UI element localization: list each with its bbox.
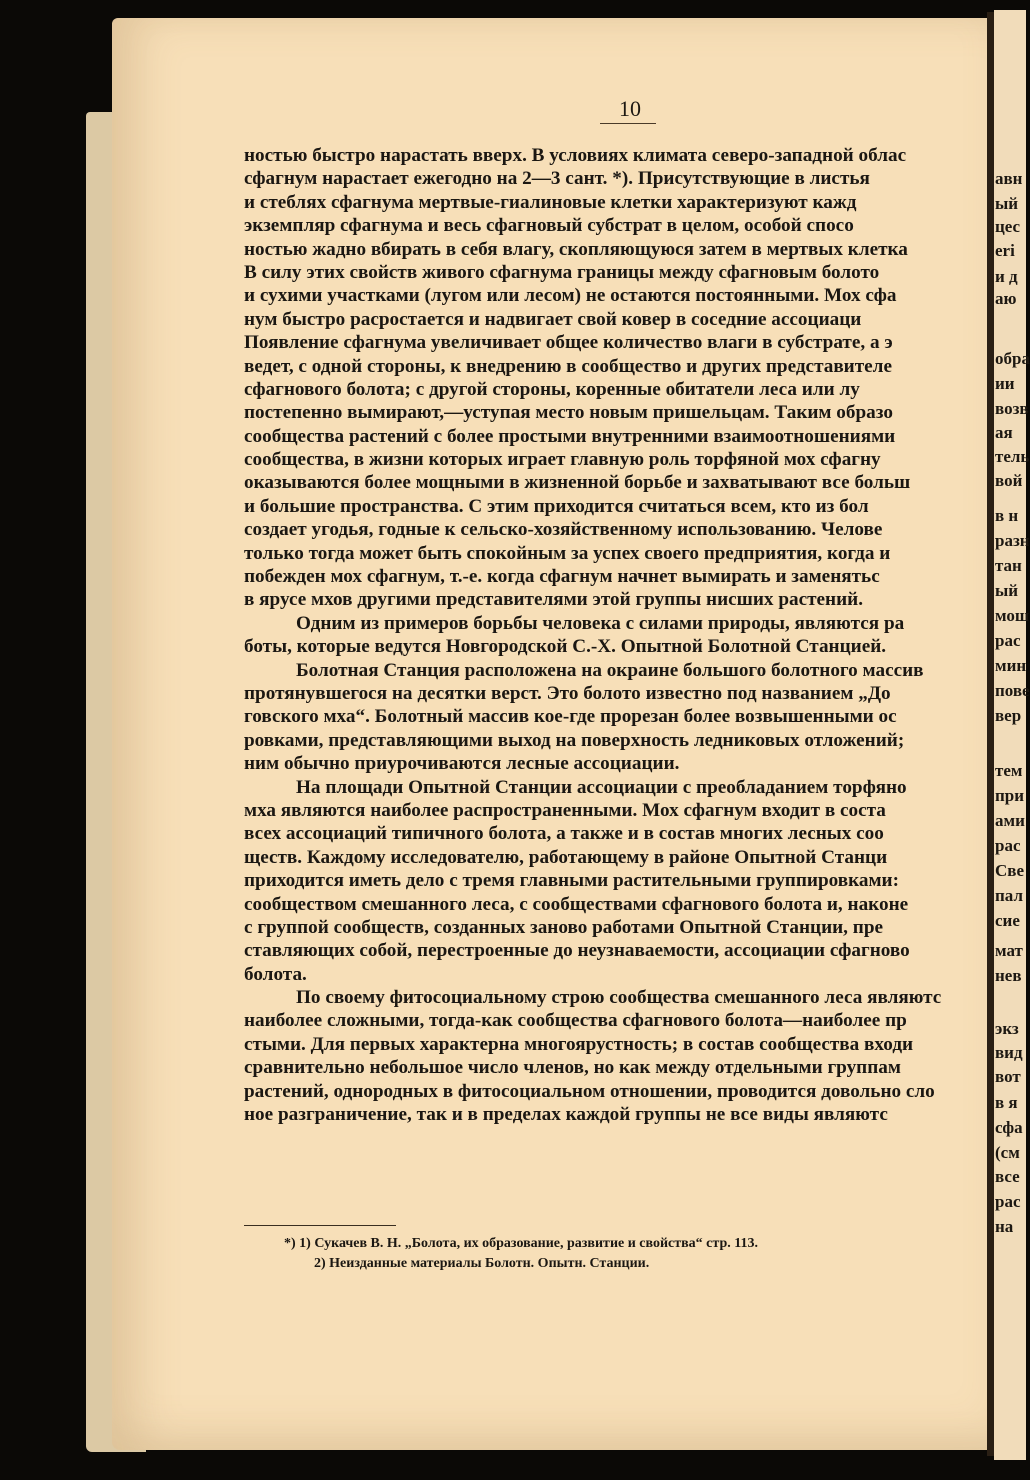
facing-page-fragment: мат [995, 941, 1023, 960]
text-line: приходится иметь дело с тремя главными растительными группировками: [244, 870, 899, 892]
facing-page-fragment: возв [995, 399, 1029, 418]
text-line: ностью быстро нарастать вверх. В условиях климата северо-западной облас [244, 145, 907, 166]
text-line: мха являются наиболее распространенными. Мох сфагнум входит в соста [244, 799, 886, 821]
facing-page-fragment: авн [995, 169, 1023, 188]
text-line: говского мха“. Болотный массив кое-где прорезан более возвышенными ос [244, 706, 897, 728]
text-line: только тогда может быть спокойным за успех своего предприятия, когда и [244, 542, 891, 564]
text-line: сообществом смешанного леса, с сообществами сфагнового болота и, наконе [244, 893, 909, 915]
text-line: с группой сообществ, созданных заново работами Опытной Станции, пре [244, 916, 884, 938]
facing-page-fragment: ый [995, 581, 1019, 600]
facing-page-fragment: сфа [995, 1118, 1023, 1137]
text-line: оказываются более мощными в жизненной борьбе и захватывают все больш [244, 472, 911, 494]
facing-page-fragment: eri [995, 241, 1015, 260]
facing-page-fragment: аю [995, 289, 1017, 308]
facing-page-fragment: тем [995, 761, 1023, 780]
facing-page-fragment: рас [995, 631, 1021, 650]
facing-page-fragment: пал [995, 886, 1023, 905]
facing-page-fragment: обра [995, 349, 1030, 368]
text-line: ное разграничение, так и в пределах каждой группы не все виды являютс [244, 1104, 888, 1126]
text-line: ним обычно приурочиваются лесные ассоциации. [244, 753, 680, 775]
page-number: 10 [619, 96, 641, 121]
page-number-rule [600, 123, 656, 124]
text-line: По своему фитосоциальному строю сообщества смешанного леса являютс [296, 987, 942, 1009]
text-line: в ярусе мхов другими представителями этой группы нисших растений. [244, 589, 864, 611]
facing-page-fragment: пове [995, 681, 1030, 700]
facing-page-fragment: вер [995, 706, 1022, 725]
text-line: боты, которые ведутся Новгородской С.-Х. Опытной Болотной Станцией. [244, 636, 887, 658]
facing-page-fragment: экз [995, 1019, 1019, 1038]
facing-page-fragment: все [995, 1167, 1020, 1186]
text-line: и большие пространства. С этим приходится считаться всем, кто из бол [244, 495, 869, 517]
facing-page-fragment: вой [995, 471, 1023, 490]
facing-page-fragment: (см [995, 1143, 1020, 1162]
text-line: сфагнум нарастает ежегодно на 2—3 сант. *). Присутствующие в листья [244, 168, 870, 190]
text-line: сообщества, в жизни которых играет главную роль торфяной мох сфагну [244, 449, 881, 471]
facing-page-fragment: при [995, 786, 1025, 805]
footnote: 2) Неизданные материалы Болотн. Опытн. Станции. [314, 1256, 650, 1271]
facing-page-fragment: в я [995, 1093, 1018, 1112]
text-line: ровками, представляющими выход на поверхность ледниковых отложений; [244, 729, 905, 751]
text-line: всех ассоциаций типичного болота, а также и в состав многих лесных соо [244, 823, 884, 845]
footnote: *) 1) Сукачев В. Н. „Болота, их образование, развитие и свойства“ стр. 113. [284, 1236, 758, 1251]
text-line: нум быстро расростается и надвигает свой ковер в соседние ассоциаци [244, 308, 862, 330]
text-line: сфагнового болота; с другой стороны, коренные обитатели леса или лу [244, 378, 860, 400]
facing-page-fragment: ая [995, 423, 1013, 442]
facing-page-fragment: разн [995, 531, 1030, 550]
text-line: наиболее сложными, тогда-как сообщества сфагнового болота—наиболее пр [244, 1010, 907, 1032]
facing-page-fragment: ии [995, 374, 1015, 393]
text-line: и сухими участками (лугом или лесом) не остаются постоянными. Мох сфа [244, 285, 897, 307]
facing-page-fragment: тан [995, 556, 1022, 575]
facing-page-fragment: вид [995, 1043, 1023, 1062]
text-line: экземпляр сфагнума и весь сфагновый субстрат в целом, особой спосо [244, 215, 854, 237]
facing-page-fragment: и д [995, 267, 1018, 286]
text-line: Появление сфагнума увеличивает общее количество влаги в субстрате, а э [244, 332, 893, 354]
text-line: сообщества растений с более простыми внутренними взаимоотношениями [244, 425, 896, 447]
text-line: создает угодья, годные к сельско-хозяйственному использованию. Челове [244, 519, 883, 541]
text-line: и стеблях сфагнума мертвые-гиалиновые клетки характеризуют кажд [244, 191, 857, 213]
text-line: Одним из примеров борьбы человека с силами природы, являются ра [296, 612, 905, 634]
facing-page-fragment: нев [995, 966, 1022, 985]
facing-page-fragment: мош [995, 606, 1030, 625]
text-line: ведет, с одной стороны, к внедрению в сообщество и других представителе [244, 355, 892, 377]
facing-page-fragment: тель [995, 447, 1030, 466]
facing-page-fragment: рас [995, 1192, 1021, 1211]
facing-page-fragment: рас [995, 836, 1021, 855]
text-line: протянувшегося на десятки верст. Это болото известно под названием „До [244, 682, 891, 704]
text-line: Болотная Станция расположена на окраине большого болотного массив [296, 659, 924, 681]
facing-page-fragment: сие [995, 911, 1020, 930]
facing-page-fragment: на [995, 1217, 1014, 1236]
text-line: болота. [244, 963, 307, 985]
footnote-rule [244, 1225, 396, 1226]
text-line: ществ. Каждому исследователю, работающему в районе Опытной Станци [244, 846, 888, 868]
facing-page-fragment: ый [995, 194, 1019, 213]
facing-page-fragment: Све [995, 861, 1025, 880]
facing-page-fragment: мин [995, 656, 1027, 675]
body-text [244, 144, 986, 1126]
footnotes [284, 1234, 984, 1274]
text-line: ставляющих собой, перестроенные до неузнаваемости, ассоциации сфагново [244, 940, 910, 962]
text-line: На площади Опытной Станции ассоциации с преобладанием торфяно [296, 776, 907, 798]
facing-page-fragment: цес [995, 217, 1021, 236]
text-line: В силу этих свойств живого сфагнума границы между сфагновым болото [244, 261, 880, 283]
facing-page-fragment: в н [995, 506, 1019, 525]
facing-page-edge [994, 10, 1030, 1460]
facing-page-fragment: вот [995, 1067, 1021, 1086]
facing-page-fragment: ами [995, 811, 1025, 830]
text-line: сравнительно небольшое число членов, но как между отдельными группам [244, 1057, 901, 1079]
text-line: стыми. Для первых характерна многоярустность; в состав сообщества входи [244, 1033, 914, 1055]
text-line: побежден мох сфагнум, т.-е. когда сфагнум начнет вымирать и заменятьс [244, 566, 880, 588]
text-line: ностью жадно вбирать в себя влагу, скопляющуюся затем в мертвых клетка [244, 238, 908, 260]
text-line: растений, однородных в фитосоциальном отношении, проводится довольно сло [244, 1080, 935, 1102]
text-line: постепенно вымирают,—уступая место новым пришельцам. Таким образо [244, 402, 893, 424]
